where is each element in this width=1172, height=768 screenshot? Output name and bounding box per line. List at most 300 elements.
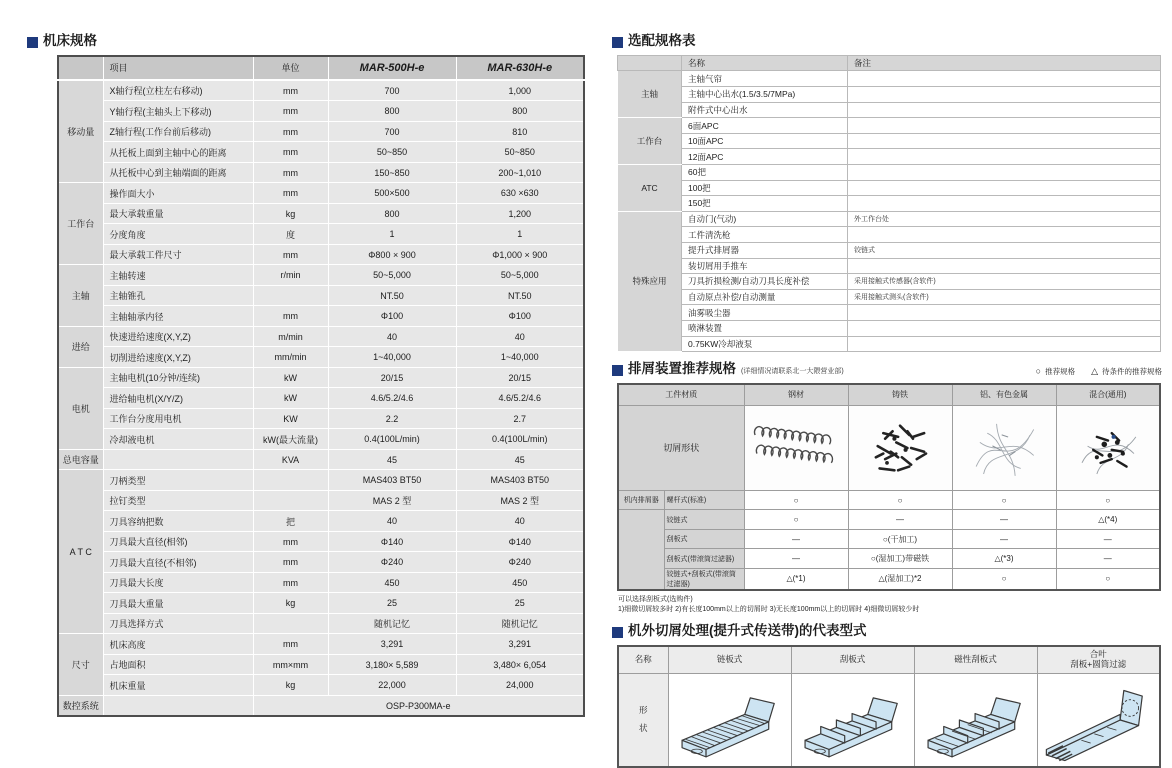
spec-item-label: 工作台分度用电机: [103, 408, 253, 429]
option-row: [618, 211, 1161, 227]
spec-row: [58, 244, 584, 265]
spec-value-mar630: 50~5,000: [456, 265, 584, 286]
header-work-material: 工件材质: [618, 384, 744, 406]
option-name: 100把: [682, 180, 848, 196]
option-note: [848, 71, 1161, 87]
recommend-legend: [1036, 366, 1162, 377]
spec-unit: [253, 285, 328, 306]
chip-group-label: [618, 510, 664, 590]
chip-group-label: 机内排屑器: [618, 490, 664, 510]
spec-row: [58, 408, 584, 429]
spec-unit: mm: [253, 552, 328, 573]
chip-type-label: 铰链式+刮板式(带滚筒过滤器): [664, 568, 744, 590]
option-name: 主轴气帘: [682, 71, 848, 87]
chip-recommend-cell: —: [744, 549, 848, 569]
header-model-mar500: MAR-500H-e: [328, 56, 456, 80]
spec-unit: mm: [253, 634, 328, 655]
spec-unit: kg: [253, 675, 328, 696]
spec-group-label: 主轴: [58, 265, 103, 327]
machine-spec-title: 机床规格: [43, 33, 97, 48]
spec-item-label: 最大承载工件尺寸: [103, 244, 253, 265]
chip-recommend-cell: △(*4): [1056, 510, 1160, 530]
spec-unit: mm: [253, 531, 328, 552]
option-note: [848, 336, 1161, 352]
spec-row: [58, 531, 584, 552]
option-name: 0.75KW冷却液泵: [682, 336, 848, 352]
option-row: [618, 274, 1161, 290]
machine-spec-header-row: [58, 56, 584, 80]
spec-item-label: [103, 695, 253, 716]
options-header-row: [618, 55, 1161, 71]
spec-item-label: Y轴行程(主轴头上下移动): [103, 101, 253, 122]
machine-spec-section: [27, 34, 587, 717]
spec-value-mar630: 1,200: [456, 203, 584, 224]
spec-row: [58, 511, 584, 532]
spec-value-mar630: 630 ×630: [456, 183, 584, 204]
chip-recommend-cell: ○: [848, 490, 952, 510]
chip-photo-mixed: [1056, 405, 1160, 490]
chip-recommend-cell: —: [744, 529, 848, 549]
spec-value-mar500: 40: [328, 511, 456, 532]
spec-row: [58, 634, 584, 655]
conveyor-header-row: [618, 646, 1160, 674]
option-row: [618, 289, 1161, 305]
spec-value-mar630: MAS403 BT50: [456, 470, 584, 491]
spec-unit: kg: [253, 593, 328, 614]
spec-row: [58, 654, 584, 675]
spec-item-label: 拉钉类型: [103, 490, 253, 511]
spec-unit: mm: [253, 121, 328, 142]
spec-item-label: 刀具最大直径(相邻): [103, 531, 253, 552]
spec-item-label: X轴行程(立柱左右移动): [103, 80, 253, 101]
option-name: 刀具折损检测/自动刀具长度补偿: [682, 274, 848, 290]
machine-spec-heading: [27, 34, 587, 49]
spec-item-label: 刀柄类型: [103, 470, 253, 491]
spec-value-mar630: NT.50: [456, 285, 584, 306]
conveyor-cell-chain-plate: [668, 673, 791, 767]
chip-type-label: 刮板式: [664, 529, 744, 549]
spec-unit: kg: [253, 203, 328, 224]
spec-row: [58, 429, 584, 450]
options-table: [617, 55, 1161, 352]
chip-recommend-cell: △(湿加工)*2: [848, 568, 952, 590]
spec-value-mar630: 0.4(100L/min): [456, 429, 584, 450]
spec-row: [58, 490, 584, 511]
spec-value-mar500: Φ240: [328, 552, 456, 573]
spec-unit: kW(最大流量): [253, 429, 328, 450]
spec-value-mar630: 1: [456, 224, 584, 245]
option-group-label: 主轴: [618, 71, 682, 118]
spec-row: [58, 572, 584, 593]
spec-unit: [253, 490, 328, 511]
spec-row: [58, 224, 584, 245]
spec-item-label: 快速进给速度(X,Y,Z): [103, 326, 253, 347]
spec-row: [58, 101, 584, 122]
chip-recommend-cell: ○: [952, 490, 1056, 510]
spec-value-mar630: 40: [456, 326, 584, 347]
machine-spec-table: [57, 55, 585, 718]
spec-value-mar500: 0.4(100L/min): [328, 429, 456, 450]
option-note: [848, 87, 1161, 103]
chip-recommend-cell: —: [848, 510, 952, 530]
triangle-symbol-icon: △: [1091, 365, 1098, 376]
spec-item-label: [103, 449, 253, 470]
section-bullet-icon: [27, 37, 38, 48]
spec-value-mar500: 4.6/5.2/4.6: [328, 388, 456, 409]
spec-value-mar500: Φ800 × 900: [328, 244, 456, 265]
spec-value-mar500: 45: [328, 449, 456, 470]
option-row: [618, 149, 1161, 165]
option-group-label: 特殊应用: [618, 211, 682, 351]
option-name: 油雾吸尘器: [682, 305, 848, 321]
spec-value-mar500: 随机记忆: [328, 613, 456, 634]
spec-value-mar500: 500×500: [328, 183, 456, 204]
spec-item-label: 主轴锥孔: [103, 285, 253, 306]
spec-row: [58, 142, 584, 163]
option-row: [618, 242, 1161, 258]
option-name: 6面APC: [682, 118, 848, 134]
spec-item-label: 刀具最大直径(不相邻): [103, 552, 253, 573]
chip-recommend-cell: ○: [952, 568, 1056, 590]
spec-value-mar500: Φ140: [328, 531, 456, 552]
spec-item-label: 机床高度: [103, 634, 253, 655]
spec-value-mar630: 450: [456, 572, 584, 593]
legend-conditional-label: 待条件的推荐规格: [1102, 366, 1162, 376]
mixed-chips-image: [1059, 409, 1157, 487]
chip-matrix-row: [618, 529, 1160, 549]
spec-value-mar630: 200~1,010: [456, 162, 584, 183]
options-body: [618, 71, 1161, 352]
spec-value-span: OSP-P300MA-e: [253, 695, 584, 716]
chip-header-row: [618, 384, 1160, 406]
section-bullet-icon: [612, 365, 623, 376]
spec-value-mar630: Φ140: [456, 531, 584, 552]
spec-item-label: 切削进给速度(X,Y,Z): [103, 347, 253, 368]
spec-row: [58, 80, 584, 101]
spec-row: [58, 326, 584, 347]
spec-value-mar630: Φ100: [456, 306, 584, 327]
chip-recommend-cell: —: [952, 510, 1056, 530]
spec-row: [58, 675, 584, 696]
chip-recommend-note: (详细情况请联系北一大隈营业部): [741, 367, 844, 375]
chip-recommend-cell: —: [1056, 529, 1160, 549]
spec-value-mar500: 1: [328, 224, 456, 245]
header-scraper: 刮板式: [791, 646, 914, 674]
option-row: [618, 196, 1161, 212]
spec-value-mar500: 800: [328, 101, 456, 122]
spec-value-mar630: 3,291: [456, 634, 584, 655]
spec-item-label: 最大承载重量: [103, 203, 253, 224]
spec-item-label: 分度角度: [103, 224, 253, 245]
spec-row: [58, 306, 584, 327]
spec-group-label: 电机: [58, 367, 103, 449]
option-name: 60把: [682, 165, 848, 181]
option-name: 10面APC: [682, 133, 848, 149]
option-note: [848, 258, 1161, 274]
option-row: [618, 165, 1161, 181]
legend-recommended-label: 推荐规格: [1045, 366, 1076, 376]
option-note: [848, 305, 1161, 321]
spec-value-mar500: MAS403 BT50: [328, 470, 456, 491]
spec-value-mar500: 1~40,000: [328, 347, 456, 368]
spec-item-label: 冷却液电机: [103, 429, 253, 450]
chip-recommend-cell: ○: [744, 490, 848, 510]
header-material-mixed: 混合(通用): [1056, 384, 1160, 406]
chip-photo-cast-iron: [848, 405, 952, 490]
spec-value-mar630: MAS 2 型: [456, 490, 584, 511]
conveyor-cell-scraper: [791, 673, 914, 767]
section-bullet-icon: [612, 37, 623, 48]
chip-footnotes: [618, 595, 1162, 616]
chip-recommend-cell: —: [952, 529, 1056, 549]
spec-unit: mm: [253, 183, 328, 204]
spec-item-label: 刀具最大重量: [103, 593, 253, 614]
spec-value-mar500: 150~850: [328, 162, 456, 183]
spec-row: [58, 449, 584, 470]
header-note: 备注: [848, 55, 1161, 71]
spec-item-label: Z轴行程(工作台前后移动): [103, 121, 253, 142]
spec-unit: 度: [253, 224, 328, 245]
header-unit: 单位: [253, 56, 328, 80]
spec-row: [58, 121, 584, 142]
chip-recommend-cell: ○: [1056, 568, 1160, 590]
option-note: [848, 320, 1161, 336]
chip-recommend-cell: ○: [744, 510, 848, 530]
spec-unit: mm: [253, 142, 328, 163]
spec-value-mar500: Φ100: [328, 306, 456, 327]
header-hinge-drum: 合叶 刮板+圆筒过滤: [1037, 646, 1160, 674]
chip-recommend-body: [618, 405, 1160, 590]
chip-shape-label: 切屑形状: [618, 405, 744, 490]
spec-item-label: 机床重量: [103, 675, 253, 696]
option-group-label: 工作台: [618, 118, 682, 165]
chip-recommend-title: 排屑装置推荐规格: [628, 361, 736, 377]
chip-recommend-table: [617, 383, 1161, 591]
chip-type-label: 刮板式(带滚筒过滤器): [664, 549, 744, 569]
spec-row: [58, 470, 584, 491]
spec-value-mar630: 3,480× 6,054: [456, 654, 584, 675]
spec-value-mar500: 450: [328, 572, 456, 593]
machine-spec-body: [58, 80, 584, 717]
conveyor-illustration-hinge-drum: [1039, 677, 1157, 763]
conveyor-cell-magnetic-scraper: [914, 673, 1037, 767]
spec-value-mar630: 4.6/5.2/4.6: [456, 388, 584, 409]
option-row: [618, 320, 1161, 336]
spec-row: [58, 265, 584, 286]
spec-value-mar500: MAS 2 型: [328, 490, 456, 511]
spec-value-mar500: 800: [328, 203, 456, 224]
spec-unit: KVA: [253, 449, 328, 470]
spec-group-label: 进给: [58, 326, 103, 367]
spec-value-mar500: 700: [328, 121, 456, 142]
option-row: [618, 87, 1161, 103]
option-note: [848, 149, 1161, 165]
chip-type-label: 螺杆式(标准): [664, 490, 744, 510]
spec-unit: [253, 613, 328, 634]
spec-value-mar630: 1~40,000: [456, 347, 584, 368]
spec-row: [58, 162, 584, 183]
spec-unit: mm: [253, 244, 328, 265]
spec-group-label: 工作台: [58, 183, 103, 265]
options-heading: [612, 34, 1162, 49]
option-row: [618, 336, 1161, 352]
header-name-label: 名称: [618, 646, 668, 674]
spec-value-mar630: 24,000: [456, 675, 584, 696]
header-name: 名称: [682, 55, 848, 71]
section-bullet-icon: [612, 627, 623, 638]
spec-value-mar630: Φ1,000 × 900: [456, 244, 584, 265]
conveyor-shape-row: [618, 673, 1160, 767]
spec-unit: r/min: [253, 265, 328, 286]
option-note: [848, 196, 1161, 212]
options-title: 选配规格表: [628, 33, 696, 48]
spec-value-mar630: 1,000: [456, 80, 584, 101]
spec-item-label: 从托板上面到主轴中心的距离: [103, 142, 253, 163]
spec-unit: m/min: [253, 326, 328, 347]
option-note: 采用接触式传感器(含软件): [848, 274, 1161, 290]
spec-group-label: 总电容量: [58, 449, 103, 470]
spec-value-mar500: 40: [328, 326, 456, 347]
spec-value-mar630: 25: [456, 593, 584, 614]
conveyor-cell-hinge-drum: [1037, 673, 1160, 767]
header-material-aluminum: 铝、有色金属: [952, 384, 1056, 406]
cast-iron-chips-image: [851, 409, 949, 487]
spec-unit: kW: [253, 367, 328, 388]
header-magnetic-scraper: 磁性刮板式: [914, 646, 1037, 674]
option-note: 采用接触式测头(含软件): [848, 289, 1161, 305]
header-blank-cell: [58, 56, 103, 80]
spec-value-mar630: 45: [456, 449, 584, 470]
header-material-cast-iron: 铸铁: [848, 384, 952, 406]
option-note: 铰链式: [848, 242, 1161, 258]
spec-unit: KW: [253, 408, 328, 429]
header-model-mar630: MAR-630H-e: [456, 56, 584, 80]
option-note: [848, 180, 1161, 196]
chip-recommend-cell: △(*3): [952, 549, 1056, 569]
option-name: 喷淋装置: [682, 320, 848, 336]
option-name: 自动原点补偿/自动测量: [682, 289, 848, 305]
spec-row: [58, 347, 584, 368]
spec-value-mar630: 800: [456, 101, 584, 122]
conveyor-illustration-scraper: [794, 677, 912, 763]
chip-shape-row: [618, 405, 1160, 490]
option-row: [618, 305, 1161, 321]
option-name: 装切屑用手推车: [682, 258, 848, 274]
option-note: [848, 118, 1161, 134]
chip-recommend-cell: ○(湿加工)带磁铁: [848, 549, 952, 569]
option-row: [618, 258, 1161, 274]
option-name: 工件清洗枪: [682, 227, 848, 243]
footnote-line-2: 1)细微切屑较多时 2)有长度100mm以上的切屑时 3)无长度100mm以上的切屑时 4)细微切屑较少时: [618, 606, 920, 614]
spec-value-mar500: NT.50: [328, 285, 456, 306]
spec-row: [58, 203, 584, 224]
chip-photo-aluminum: [952, 405, 1056, 490]
spec-row: [58, 593, 584, 614]
spec-item-label: 主轴电机(10分钟/连续): [103, 367, 253, 388]
spec-value-mar630: 50~850: [456, 142, 584, 163]
option-name: 150把: [682, 196, 848, 212]
spec-group-label: 移动量: [58, 80, 103, 183]
header-item: 项目: [103, 56, 253, 80]
conveyor-table: [617, 645, 1161, 768]
right-column: [612, 34, 1162, 768]
option-row: [618, 102, 1161, 118]
spec-unit: mm: [253, 306, 328, 327]
spec-row: [58, 695, 584, 716]
spec-unit: mm: [253, 101, 328, 122]
spec-unit: [253, 470, 328, 491]
chip-type-label: 铰链式: [664, 510, 744, 530]
spec-value-mar630: 40: [456, 511, 584, 532]
spec-group-label: A T C: [58, 470, 103, 634]
spec-unit: mm: [253, 572, 328, 593]
spec-unit: mm: [253, 162, 328, 183]
option-name: 12面APC: [682, 149, 848, 165]
spec-row: [58, 613, 584, 634]
spec-value-mar500: 700: [328, 80, 456, 101]
spec-row: [58, 183, 584, 204]
option-note: [848, 133, 1161, 149]
spec-value-mar500: 50~5,000: [328, 265, 456, 286]
steel-chips-image: [747, 409, 845, 487]
spec-value-mar630: 随机记忆: [456, 613, 584, 634]
chip-recommend-cell: ○: [1056, 490, 1160, 510]
circle-symbol-icon: ○: [1035, 365, 1042, 376]
spec-item-label: 刀具选择方式: [103, 613, 253, 634]
spec-row: [58, 285, 584, 306]
spec-unit: mm/min: [253, 347, 328, 368]
spec-item-label: 主轴转速: [103, 265, 253, 286]
spec-unit: kW: [253, 388, 328, 409]
header-blank-cell: [618, 55, 682, 71]
chip-recommend-cell: —: [1056, 549, 1160, 569]
conveyor-illustration-chain-plate: [671, 677, 789, 763]
spec-value-mar500: 3,180× 5,589: [328, 654, 456, 675]
option-row: [618, 118, 1161, 134]
header-chain-plate: 链板式: [668, 646, 791, 674]
option-name: 主轴中心出水(1.5/3.5/7MPa): [682, 87, 848, 103]
chip-recommend-cell: ○(干加工): [848, 529, 952, 549]
spec-value-mar500: 20/15: [328, 367, 456, 388]
chip-recommend-heading: [612, 362, 1162, 377]
spec-value-mar630: 2.7: [456, 408, 584, 429]
spec-unit: mm: [253, 80, 328, 101]
spec-group-label: 数控系统: [58, 695, 103, 716]
option-note: [848, 102, 1161, 118]
spec-group-label: 尺寸: [58, 634, 103, 696]
spec-value-mar500: 22,000: [328, 675, 456, 696]
conveyor-heading: [612, 624, 1162, 639]
option-row: [618, 71, 1161, 87]
spec-item-label: 刀具容纳把数: [103, 511, 253, 532]
spec-value-mar500: 25: [328, 593, 456, 614]
option-row: [618, 227, 1161, 243]
spec-value-mar630: 20/15: [456, 367, 584, 388]
spec-value-mar500: 50~850: [328, 142, 456, 163]
spec-row: [58, 552, 584, 573]
footnote-line-1: 可以选择刮板式(选购件): [618, 595, 693, 603]
spec-unit: 把: [253, 511, 328, 532]
chip-recommend-cell: △(*1): [744, 568, 848, 590]
chip-photo-steel: [744, 405, 848, 490]
chip-matrix-row: [618, 568, 1160, 590]
spec-value-mar500: 2.2: [328, 408, 456, 429]
chip-matrix-row: [618, 490, 1160, 510]
spec-value-mar500: 3,291: [328, 634, 456, 655]
spec-item-label: 刀具最大长度: [103, 572, 253, 593]
option-name: 附件式中心出水: [682, 102, 848, 118]
spec-item-label: 主轴轴承内径: [103, 306, 253, 327]
